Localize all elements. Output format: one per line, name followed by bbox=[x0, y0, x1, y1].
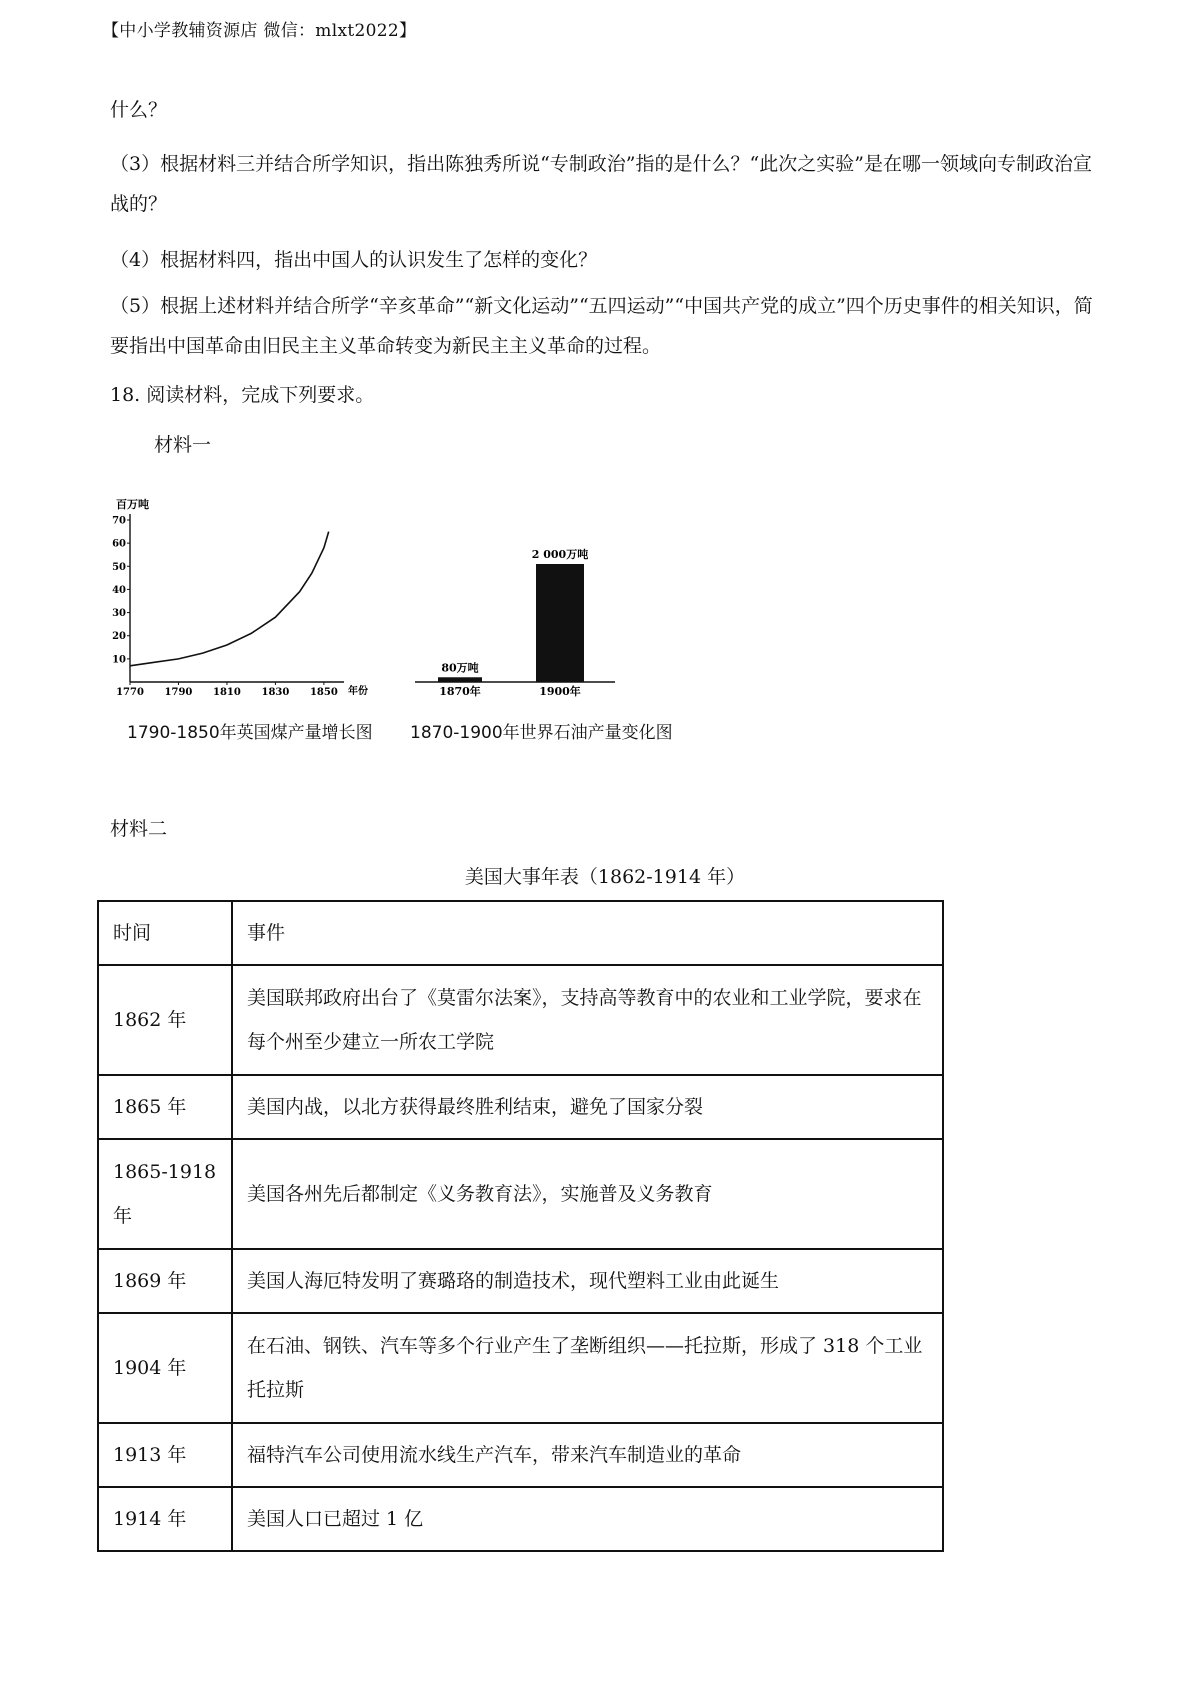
material-1-label: 材料一 bbox=[154, 434, 212, 456]
y-tick-label: 20 bbox=[112, 631, 126, 643]
x-axis-unit-label: 年份 bbox=[348, 686, 368, 697]
row-time: 1862 年 bbox=[98, 965, 232, 1075]
row-time: 1869 年 bbox=[98, 1249, 232, 1313]
row-event: 福特汽车公司使用流水线生产汽车，带来汽车制造业的革命 bbox=[232, 1423, 943, 1487]
question-part-3: （3）根据材料三并结合所学知识，指出陈独秀所说“专制政治”指的是什么？“此次之实验”是在哪一领域向专制政治宣战的？ bbox=[110, 153, 1092, 215]
header-time: 时间 bbox=[98, 901, 232, 965]
y-axis-unit-label: 百万吨 bbox=[116, 498, 149, 511]
row-event: 美国内战，以北方获得最终胜利结束，避免了国家分裂 bbox=[232, 1075, 943, 1139]
row-time: 1865 年 bbox=[98, 1075, 232, 1139]
coal-chart-caption: 1790-1850年英国煤产量增长图 bbox=[127, 723, 373, 743]
y-tick-label: 10 bbox=[112, 654, 126, 666]
bar-category-label: 1870年 bbox=[439, 685, 481, 698]
row-event: 美国各州先后都制定《义务教育法》，实施普及义务教育 bbox=[232, 1139, 943, 1249]
y-tick-label: 40 bbox=[112, 584, 126, 596]
y-tick-label: 50 bbox=[112, 561, 126, 573]
bar-data-label: 80万吨 bbox=[441, 661, 479, 675]
bar-0 bbox=[438, 677, 482, 682]
us-events-table bbox=[97, 900, 944, 1552]
bar-1 bbox=[536, 564, 584, 682]
table-row bbox=[98, 1249, 943, 1313]
oil-output-bar-chart bbox=[415, 535, 630, 707]
row-event: 在石油、钢铁、汽车等多个行业产生了垄断组织——托拉斯，形成了 318 个工业托拉斯 bbox=[232, 1313, 943, 1423]
paragraph-continuation: 什么？ bbox=[110, 99, 168, 121]
question-18-heading: 18. 阅读材料，完成下列要求。 bbox=[110, 384, 375, 406]
bar-category-label: 1900年 bbox=[539, 685, 581, 698]
x-tick-label: 1770 bbox=[116, 687, 144, 698]
coal-output-line bbox=[130, 532, 329, 666]
x-tick-label: 1830 bbox=[261, 687, 290, 698]
coal-output-line-chart bbox=[100, 492, 380, 707]
y-tick-label: 70 bbox=[112, 515, 126, 527]
table-row bbox=[98, 1423, 943, 1487]
oil-chart-caption: 1870-1900年世界石油产量变化图 bbox=[410, 723, 673, 743]
table-row bbox=[98, 1313, 943, 1423]
row-event: 美国人海厄特发明了赛璐珞的制造技术，现代塑料工业由此诞生 bbox=[232, 1249, 943, 1313]
y-tick-label: 30 bbox=[112, 608, 126, 620]
row-event: 美国联邦政府出台了《莫雷尔法案》，支持高等教育中的农业和工业学院，要求在每个州至少建立一所农工学院 bbox=[232, 965, 943, 1075]
table-row bbox=[98, 1487, 943, 1551]
material-2-label: 材料二 bbox=[110, 818, 168, 840]
x-tick-label: 1790 bbox=[164, 687, 193, 698]
row-time: 1913 年 bbox=[98, 1423, 232, 1487]
x-tick-label: 1850 bbox=[309, 687, 338, 698]
question-part-5: （5）根据上述材料并结合所学“辛亥革命”“新文化运动”“五四运动”“中国共产党的成立”四个历史事件的相关知识，简要指出中国革命由旧民主主义革命转变为新民主主义革命的过程。 bbox=[110, 295, 1093, 357]
row-time: 1914 年 bbox=[98, 1487, 232, 1551]
table-row bbox=[98, 1075, 943, 1139]
row-time: 1865-1918 年 bbox=[98, 1139, 232, 1249]
y-tick-label: 60 bbox=[112, 538, 126, 550]
row-event: 美国人口已超过 1 亿 bbox=[232, 1487, 943, 1551]
table-title: 美国大事年表（1862-1914 年） bbox=[464, 866, 746, 888]
question-part-4: （4）根据材料四，指出中国人的认识发生了怎样的变化？ bbox=[110, 249, 598, 271]
bar-data-label: 2 000万吨 bbox=[531, 548, 589, 561]
header-note: 【中小学教辅资源店 微信：mlxt2022】 bbox=[102, 21, 417, 41]
table-row bbox=[98, 1139, 943, 1249]
x-tick-label: 1810 bbox=[213, 687, 241, 698]
table-header-row bbox=[98, 901, 943, 965]
header-event: 事件 bbox=[232, 901, 943, 965]
table-row bbox=[98, 965, 943, 1075]
row-time: 1904 年 bbox=[98, 1313, 232, 1423]
